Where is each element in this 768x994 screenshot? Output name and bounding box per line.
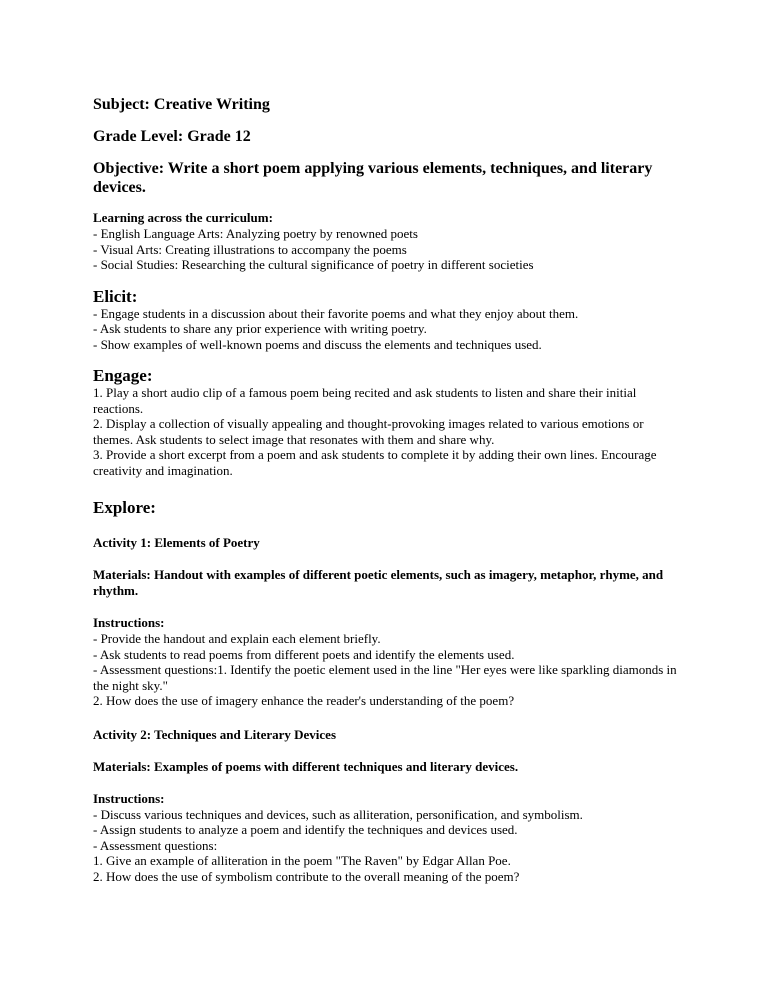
list-item: - Ask students to read poems from different poets and identify the elements used. — [93, 646, 515, 662]
list-item: 2. How does the use of imagery enhance the reader's understanding of the poem? — [93, 693, 515, 708]
list-item: - Provide the handout and explain each element briefly. — [93, 631, 381, 646]
subject-heading: Subject: Creative Writing — [93, 96, 270, 113]
list-item: 1. Play a short audio clip of a famous poem being recited and ask students to listen and share their initial reactions. — [93, 385, 637, 416]
list-item: - Engage students in a discussion about their favorite poems and what they enjoy about them. — [93, 305, 579, 321]
list-item: 3. Provide a short excerpt from a poem and ask students to complete it by adding their own lines. Encourage creativity and imagination. — [93, 447, 657, 478]
list-item: 1. Give an example of alliteration in the poem "The Raven" by Edgar Allan Poe. — [93, 853, 511, 868]
activity-2-title: Activity 2: Techniques and Literary Devices — [93, 726, 337, 742]
list-item: - Assessment questions: — [93, 837, 218, 853]
grade-heading: Grade Level: Grade 12 — [93, 128, 251, 145]
list-item: - Discuss various techniques and devices, such as alliteration, personification, and symbolism. — [93, 806, 583, 822]
activity-2-materials: Materials: Examples of poems with different techniques and literary devices. — [93, 758, 519, 774]
objective-heading: Objective: Write a short poem applying various elements, techniques, and literary devices. — [93, 160, 653, 196]
list-item: - Show examples of well-known poems and discuss the elements and techniques used. — [93, 336, 542, 352]
list-item: 2. How does the use of symbolism contribute to the overall meaning of the poem? — [93, 868, 520, 884]
list-item: - Visual Arts: Creating illustrations to accompany the poems — [93, 241, 407, 257]
elicit-heading: Elicit: — [93, 286, 138, 306]
explore-heading: Explore: — [93, 498, 156, 517]
list-item: 2. Display a collection of visually appealing and thought-provoking images related to various emotions or themes. Ask students to select image that resonates with them and share why. — [93, 416, 644, 447]
engage-list — [93, 385, 683, 478]
engage-heading: Engage: — [93, 366, 153, 385]
activity-1-materials: Materials: Handout with examples of different poetic elements, such as imagery, metaphor, rhyme, and rhythm. — [93, 567, 664, 598]
list-item: - English Language Arts: Analyzing poetry by renowned poets — [93, 226, 418, 241]
activity-1-instructions — [93, 631, 683, 709]
list-item: - Assessment questions:1. Identify the poetic element used in the line "Her eyes were like sparkling diamonds in the night sky." — [93, 662, 677, 693]
list-item: - Ask students to share any prior experience with writing poetry. — [93, 321, 427, 336]
lesson-plan — [93, 95, 683, 884]
list-item: - Social Studies: Researching the cultural significance of poetry in different societies — [93, 257, 534, 272]
activity-1-instructions-label: Instructions: — [93, 615, 165, 630]
elicit-list — [93, 306, 683, 353]
list-item: - Assign students to analyze a poem and identify the techniques and devices used. — [93, 822, 518, 837]
activity-2-instructions — [93, 807, 683, 885]
learning-across-heading: Learning across the curriculum: — [93, 210, 273, 225]
activity-1-title: Activity 1: Elements of Poetry — [93, 535, 260, 550]
learning-across-list — [93, 226, 683, 273]
activity-2-instructions-label: Instructions: — [93, 790, 165, 806]
